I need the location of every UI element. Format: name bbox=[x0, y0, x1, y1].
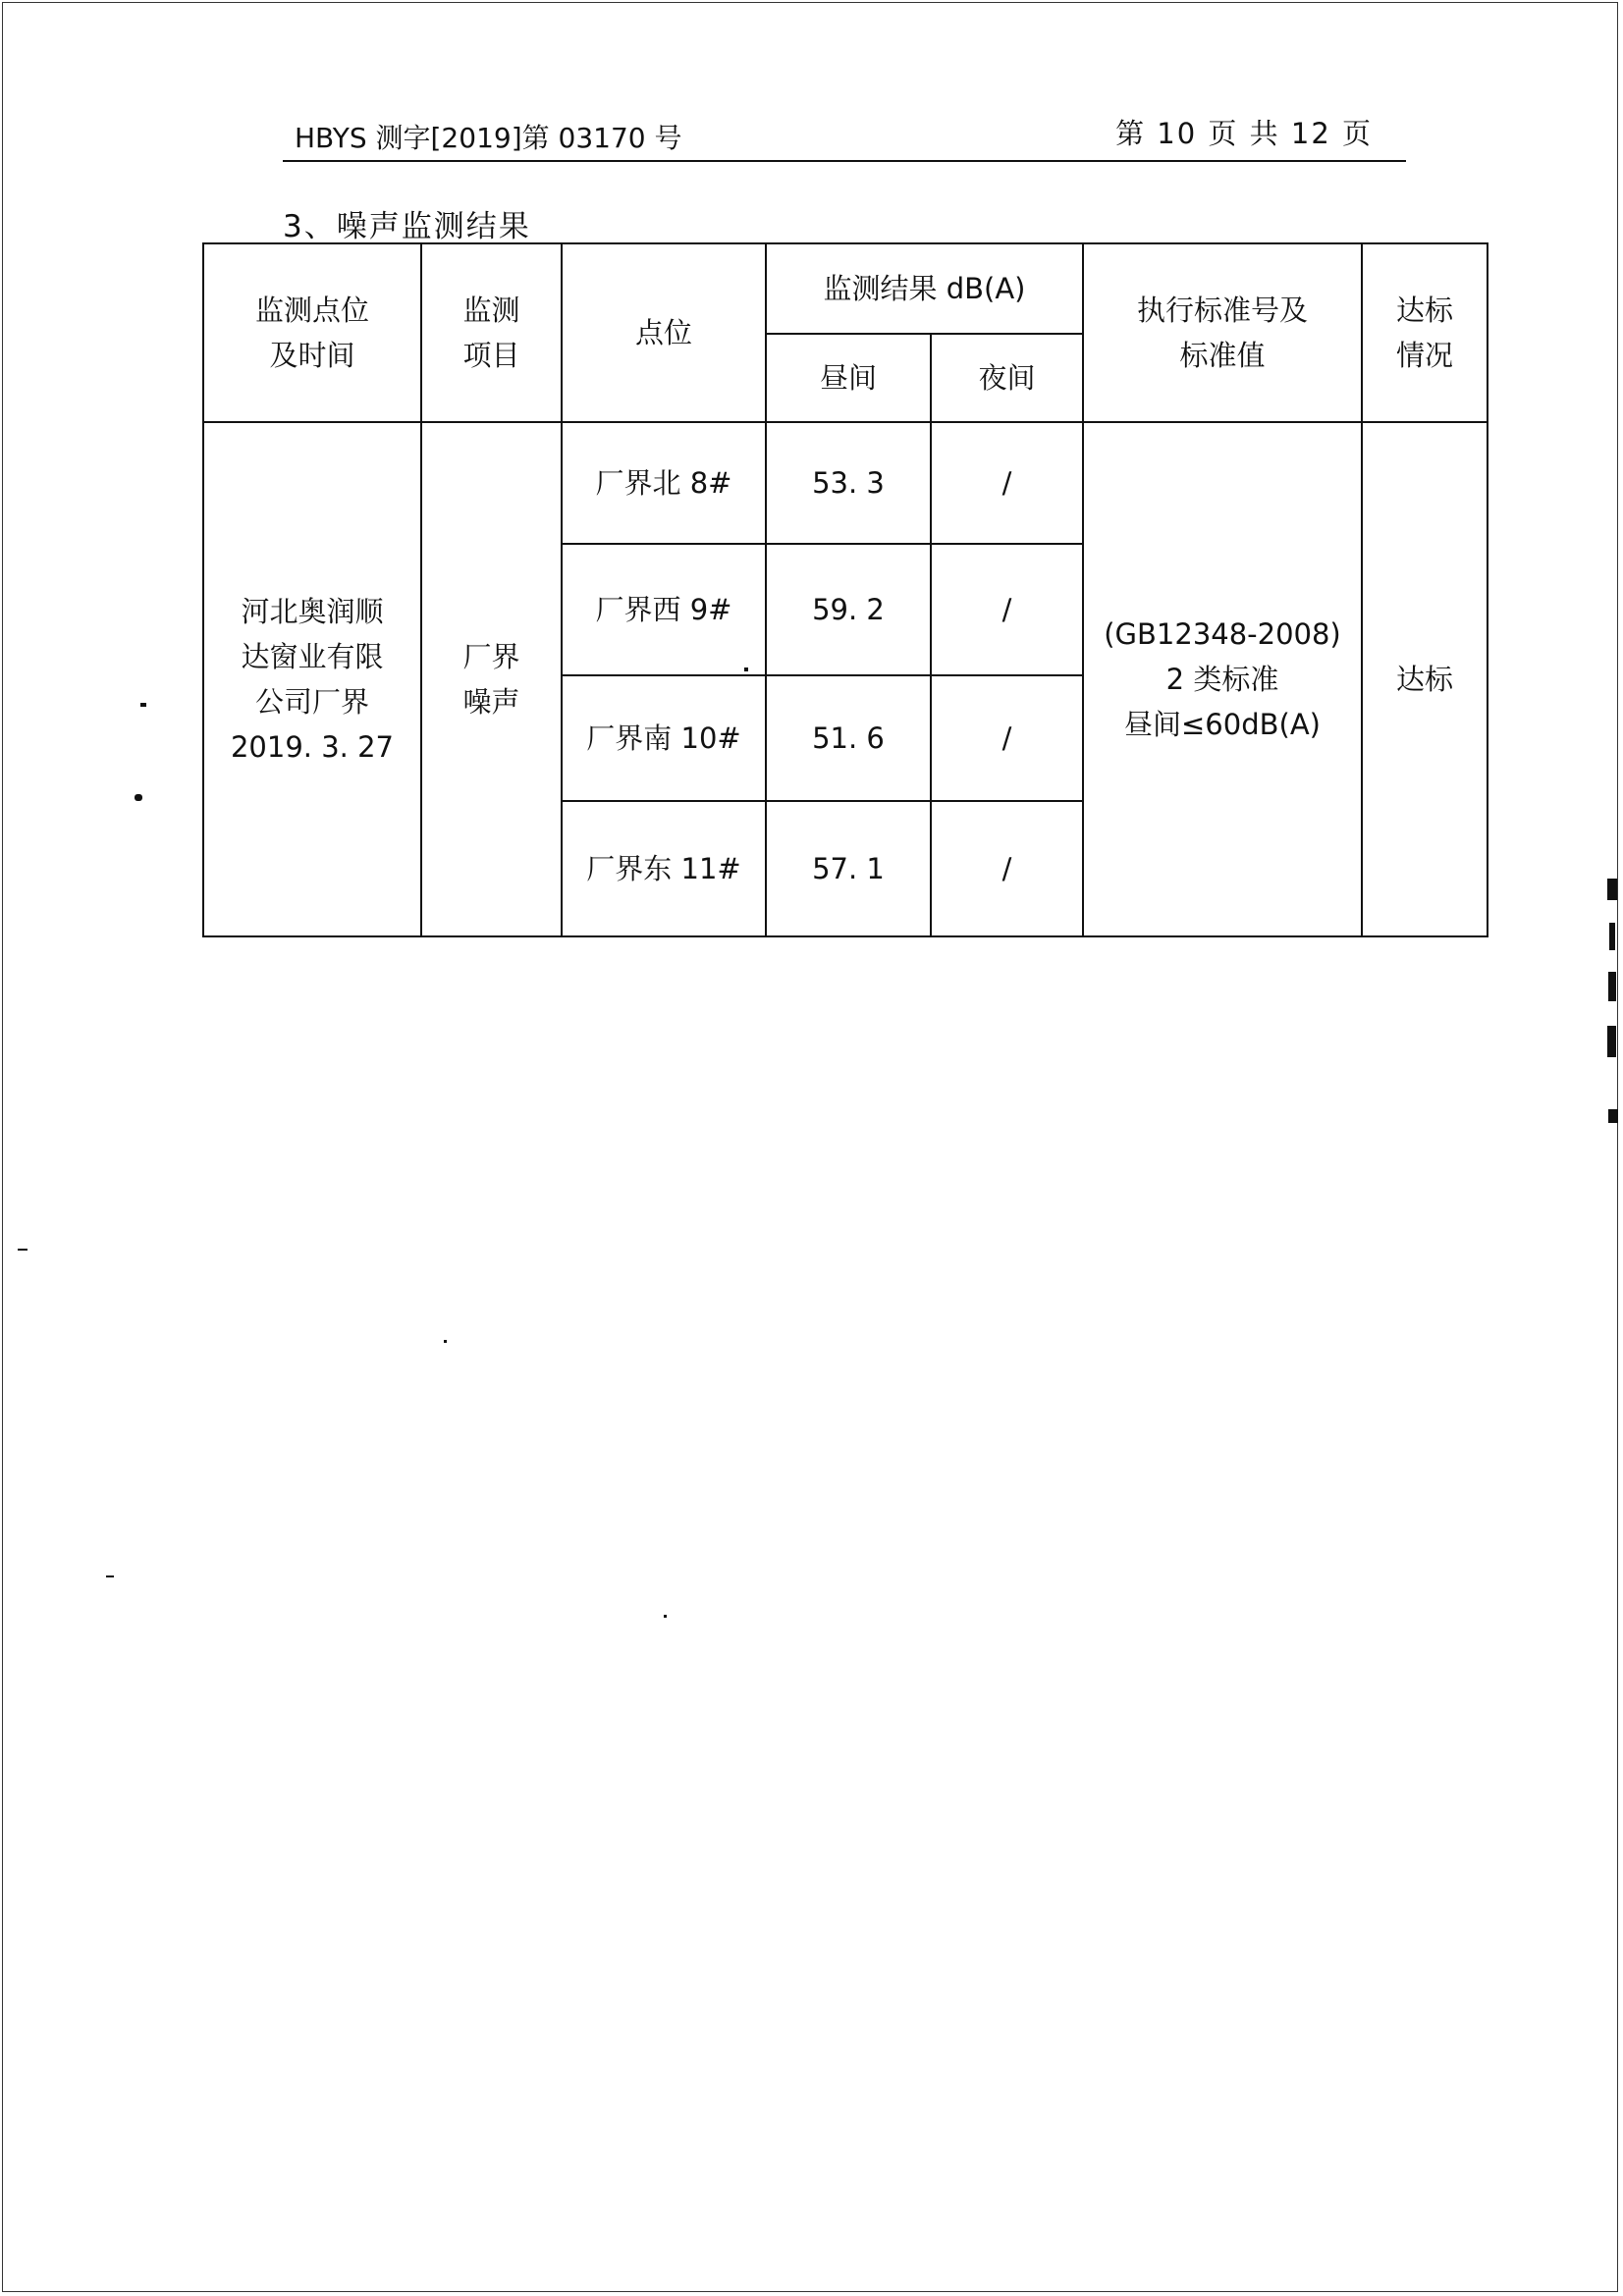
header-point-label: 点位 bbox=[634, 316, 692, 349]
report-number: HBYS 测字[2019]第 03170 号 bbox=[295, 122, 682, 154]
point-cell bbox=[562, 801, 766, 936]
scan-dot bbox=[444, 1340, 447, 1343]
night-value-cell bbox=[931, 422, 1083, 544]
noise-results-table bbox=[202, 242, 1488, 937]
night-value: / bbox=[1001, 721, 1012, 755]
night-value: / bbox=[1001, 852, 1012, 885]
night-value-cell bbox=[931, 675, 1083, 801]
table-row bbox=[203, 422, 1488, 544]
scan-dot bbox=[744, 667, 748, 671]
point-text: 厂界西 9# bbox=[595, 593, 732, 626]
day-value-cell bbox=[766, 675, 931, 801]
item-text: 厂界 噪声 bbox=[462, 640, 520, 719]
header-standard-label: 执行标准号及 标准值 bbox=[1136, 294, 1308, 372]
header-compliance bbox=[1362, 243, 1488, 422]
point-cell bbox=[562, 544, 766, 675]
point-cell bbox=[562, 422, 766, 544]
header-item bbox=[421, 243, 562, 422]
item-cell bbox=[421, 422, 562, 936]
header-location-time-label: 监测点位 及时间 bbox=[254, 294, 369, 372]
compliance-text: 达标 bbox=[1395, 663, 1453, 696]
day-value-cell bbox=[766, 801, 931, 936]
header-result-group bbox=[766, 243, 1083, 334]
day-value: 53. 3 bbox=[812, 466, 885, 500]
standard-cell bbox=[1083, 422, 1362, 936]
standard-text: (GB12348-2008) 2 类标准 昼间≤60dB(A) bbox=[1104, 617, 1341, 741]
header-location-time bbox=[203, 243, 421, 422]
header-day-label: 昼间 bbox=[819, 361, 877, 395]
header-standard bbox=[1083, 243, 1362, 422]
day-value-cell bbox=[766, 544, 931, 675]
edge-scan-marks bbox=[1605, 879, 1619, 1134]
point-text: 厂界东 11# bbox=[586, 852, 741, 885]
scan-dot bbox=[140, 703, 146, 707]
night-value: / bbox=[1001, 593, 1012, 626]
night-value: / bbox=[1001, 466, 1012, 500]
header-night-label: 夜间 bbox=[978, 361, 1036, 395]
scan-dot bbox=[18, 1249, 27, 1251]
page-number: 第 10 页 共 12 页 bbox=[1115, 117, 1373, 150]
header-night bbox=[931, 334, 1083, 422]
section-title: 3、噪声监测结果 bbox=[283, 209, 531, 244]
night-value-cell bbox=[931, 544, 1083, 675]
day-value: 57. 1 bbox=[812, 852, 885, 885]
header-day bbox=[766, 334, 931, 422]
point-text: 厂界南 10# bbox=[586, 721, 741, 755]
header-result-group-label: 监测结果 dB(A) bbox=[823, 272, 1026, 305]
location-time-text: 河北奥润顺 达窗业有限 公司厂界 2019. 3. 27 bbox=[230, 595, 395, 764]
compliance-cell bbox=[1362, 422, 1488, 936]
scan-dot bbox=[664, 1615, 667, 1618]
document-header bbox=[283, 115, 1406, 162]
night-value-cell bbox=[931, 801, 1083, 936]
header-compliance-label: 达标 情况 bbox=[1395, 294, 1453, 372]
scan-dot bbox=[106, 1575, 114, 1577]
day-value: 51. 6 bbox=[812, 721, 885, 755]
day-value-cell bbox=[766, 422, 931, 544]
location-time-cell bbox=[203, 422, 421, 936]
point-cell bbox=[562, 675, 766, 801]
header-point bbox=[562, 243, 766, 422]
header-row-1 bbox=[203, 243, 1488, 334]
point-text: 厂界北 8# bbox=[595, 466, 732, 500]
header-item-label: 监测 项目 bbox=[462, 294, 520, 372]
day-value: 59. 2 bbox=[812, 593, 885, 626]
scan-dot bbox=[135, 794, 142, 801]
